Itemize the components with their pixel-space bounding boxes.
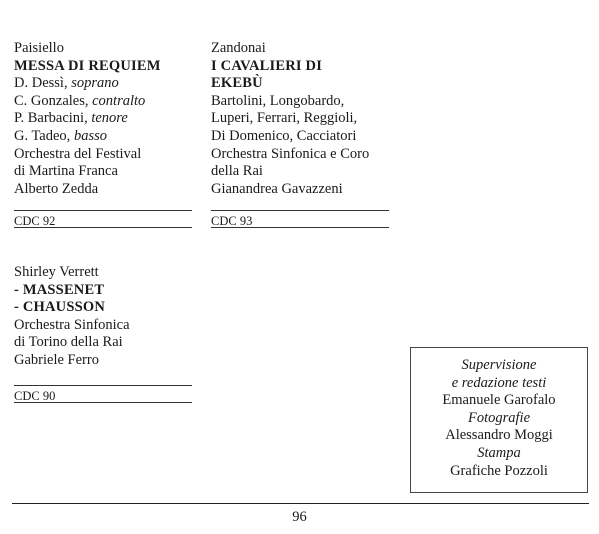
work-title: - MASSENET <box>14 281 105 298</box>
work-title: I CAVALIERI DI <box>211 57 323 74</box>
composer: Paisiello <box>14 40 64 56</box>
orchestra-line: Orchestra Sinfonica e Coro <box>211 145 370 162</box>
credit-role: e redazione testi <box>451 374 547 391</box>
paisiello-entry <box>14 40 161 198</box>
zandonai-entry <box>211 40 369 198</box>
orchestra-line: di Martina Franca <box>14 163 118 180</box>
orchestra-line: della Rai <box>211 163 263 180</box>
credit-role: Supervisione <box>461 357 537 373</box>
catalog-number: CDC 90 <box>14 385 192 403</box>
performer-line: P. Barbacini, tenore <box>14 110 128 127</box>
orchestra-line: di Torino della Rai <box>14 334 123 351</box>
work-title: EKEBÙ <box>211 75 263 92</box>
footer-divider <box>12 503 589 504</box>
credit-role: Stampa <box>477 444 521 461</box>
cast-line: Luperi, Ferrari, Reggioli, <box>211 110 358 127</box>
composer: Zandonai <box>211 40 266 56</box>
catalog-number: CDC 93 <box>211 210 389 228</box>
credit-role: Fotografie <box>467 409 531 426</box>
orchestra-line: Orchestra Sinfonica <box>14 316 130 333</box>
performer-line: G. Tadeo, basso <box>14 127 107 144</box>
artist: Shirley Verrett <box>14 264 99 280</box>
conductor: Alberto Zedda <box>14 180 99 197</box>
conductor: Gabriele Ferro <box>14 351 99 368</box>
performer-line: D. Dessì, soprano <box>14 75 119 92</box>
credit-name: Grafiche Pozzoli <box>450 462 548 479</box>
cast-line: Bartolini, Longobardo, <box>211 92 345 109</box>
orchestra-line: Orchestra del Festival <box>14 145 142 162</box>
cast-line: Di Domenico, Cacciatori <box>211 127 357 144</box>
work-title: - CHAUSSON <box>14 299 106 316</box>
performer-line: C. Gonzales, contralto <box>14 92 146 109</box>
page-number: 96 <box>292 509 307 525</box>
credit-name: Emanuele Garofalo <box>442 392 556 409</box>
credits-box <box>410 347 588 493</box>
work-title: MESSA DI REQUIEM <box>14 57 161 74</box>
verrett-entry <box>14 264 130 370</box>
credit-name: Alessandro Moggi <box>445 427 553 444</box>
catalog-number: CDC 92 <box>14 210 192 228</box>
conductor: Gianandrea Gavazzeni <box>211 180 343 197</box>
